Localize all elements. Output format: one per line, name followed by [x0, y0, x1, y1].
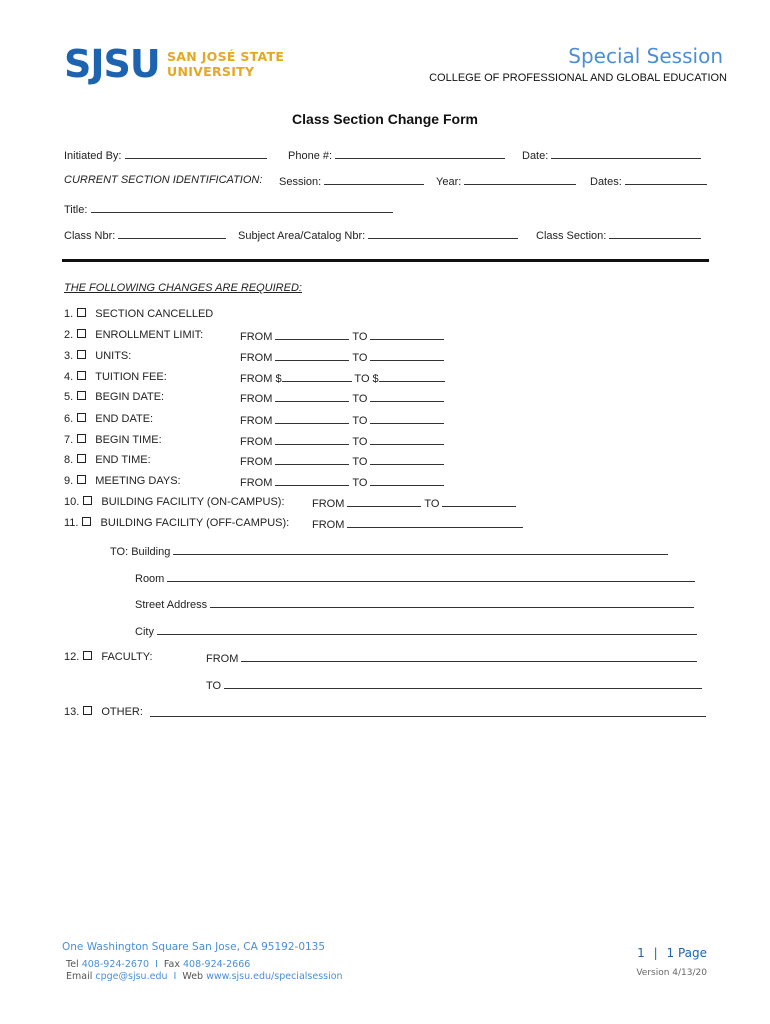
- to-label: TO: [206, 680, 222, 692]
- checkbox[interactable]: [83, 651, 92, 660]
- building-off-campus-from[interactable]: [312, 517, 523, 531]
- tuition-fee-from-to[interactable]: [240, 371, 445, 385]
- title-line[interactable]: [91, 202, 393, 213]
- page-current: 1: [637, 946, 645, 960]
- item-label: END DATE:: [95, 413, 154, 425]
- from-label: FROM $: [240, 373, 282, 385]
- current-section-label: CURRENT SECTION IDENTIFICATION:: [64, 174, 263, 186]
- from-label: FROM: [240, 352, 273, 364]
- to-line[interactable]: [370, 391, 444, 402]
- college-name: COLLEGE OF PROFESSIONAL AND GLOBAL EDUCATION: [429, 72, 727, 84]
- city-field[interactable]: [135, 624, 697, 638]
- from-line[interactable]: [241, 651, 697, 662]
- initiated-by-label: Initiated By:: [64, 150, 122, 162]
- year-line[interactable]: [464, 174, 576, 185]
- date-label: Date:: [522, 150, 549, 162]
- title-label: Title:: [64, 204, 88, 216]
- other-field[interactable]: [150, 706, 706, 720]
- item-label: MEETING DAYS:: [95, 475, 181, 487]
- email-label: Email: [66, 971, 93, 982]
- dates-label: Dates:: [590, 176, 622, 188]
- to-line[interactable]: [370, 350, 444, 361]
- item-label: SECTION CANCELLED: [95, 308, 214, 320]
- dates-field[interactable]: [590, 174, 707, 188]
- from-line[interactable]: [347, 496, 421, 507]
- to-label: TO: [352, 436, 368, 448]
- web-link[interactable]: www.sjsu.edu/specialsession: [206, 971, 343, 982]
- item-tuition-fee: [64, 371, 167, 383]
- item-label: BEGIN DATE:: [95, 391, 165, 403]
- from-line[interactable]: [275, 350, 349, 361]
- class-nbr-line[interactable]: [118, 228, 226, 239]
- item-number: 11.: [64, 517, 79, 529]
- item-begin-date: [64, 391, 164, 403]
- footer-email-web: [66, 971, 343, 982]
- to-label: TO: [352, 456, 368, 468]
- dates-line[interactable]: [625, 174, 707, 185]
- web-label: Web: [182, 971, 204, 982]
- from-line[interactable]: [282, 371, 352, 382]
- item-number: 2.: [64, 329, 74, 341]
- item-number: 5.: [64, 391, 74, 403]
- item-number: 9.: [64, 475, 74, 487]
- to-building-field[interactable]: [110, 544, 668, 558]
- to-label: TO: [352, 331, 368, 343]
- phone-line[interactable]: [335, 148, 505, 159]
- separator: I: [173, 971, 177, 982]
- units-from-to[interactable]: [240, 350, 444, 364]
- meeting-days-from-to[interactable]: [240, 475, 444, 489]
- item-building-off-campus: [64, 517, 289, 529]
- from-label: FROM: [312, 498, 345, 510]
- checkbox[interactable]: [77, 475, 86, 484]
- sjsu-logo-mark: SJSU: [64, 42, 160, 86]
- from-line[interactable]: [275, 391, 349, 402]
- city-line[interactable]: [157, 624, 697, 635]
- item-number: 4.: [64, 371, 74, 383]
- to-label: TO: [352, 415, 368, 427]
- other-line[interactable]: [150, 706, 706, 717]
- item-label: ENROLLMENT LIMIT:: [95, 329, 204, 341]
- from-label: FROM: [240, 477, 273, 489]
- version-label: Version 4/13/20: [636, 968, 707, 978]
- date-field[interactable]: [522, 148, 701, 162]
- current-section-row: [64, 174, 262, 186]
- to-line[interactable]: [442, 496, 516, 507]
- logo-line-1: SAN JOSÉ STATE: [167, 49, 285, 64]
- checkbox[interactable]: [77, 350, 86, 359]
- item-other: [64, 706, 143, 718]
- from-line[interactable]: [275, 475, 349, 486]
- subject-area-field[interactable]: [238, 228, 518, 242]
- street-address-line[interactable]: [210, 597, 694, 608]
- from-label: FROM: [240, 436, 273, 448]
- enrollment-limit-from-to[interactable]: [240, 329, 444, 343]
- class-section-label: Class Section:: [536, 230, 607, 242]
- begin-date-from-to[interactable]: [240, 391, 444, 405]
- checkbox[interactable]: [83, 496, 92, 505]
- from-label: FROM: [312, 519, 345, 531]
- item-number: 7.: [64, 434, 74, 446]
- item-units: [64, 350, 131, 362]
- item-label: UNITS:: [95, 350, 132, 362]
- initiated-by-field[interactable]: [64, 148, 267, 162]
- fax-label: Fax: [163, 959, 180, 970]
- item-end-date: [64, 413, 153, 425]
- checkbox[interactable]: [82, 517, 91, 526]
- faculty-to[interactable]: [206, 678, 702, 692]
- from-line[interactable]: [275, 454, 349, 465]
- item-number: 13.: [64, 706, 80, 718]
- item-building-on-campus: [64, 496, 285, 508]
- session-field[interactable]: [279, 174, 424, 188]
- item-label: TUITION FEE:: [95, 371, 167, 383]
- to-building-line[interactable]: [173, 544, 668, 555]
- checkbox[interactable]: [77, 434, 86, 443]
- to-label: TO: [352, 477, 368, 489]
- subject-area-line[interactable]: [368, 228, 518, 239]
- footer-tel-fax: [66, 959, 250, 970]
- to-line[interactable]: [370, 475, 444, 486]
- page-total: 1 Page: [666, 946, 707, 960]
- item-begin-time: [64, 434, 162, 446]
- to-label: TO $: [354, 373, 379, 385]
- class-nbr-label: Class Nbr:: [64, 230, 116, 242]
- to-line[interactable]: [370, 329, 444, 340]
- item-label: END TIME:: [95, 454, 151, 466]
- to-line[interactable]: [224, 678, 702, 689]
- item-label: BUILDING FACILITY (ON-CAMPUS):: [101, 496, 285, 508]
- from-line[interactable]: [275, 434, 349, 445]
- street-address-field[interactable]: [135, 597, 694, 611]
- item-number: 1.: [64, 308, 74, 320]
- page-indicator: [637, 946, 707, 960]
- to-line[interactable]: [370, 413, 444, 424]
- item-number: 8.: [64, 454, 74, 466]
- item-label: OTHER:: [101, 706, 143, 718]
- item-faculty: [64, 651, 153, 663]
- checkbox[interactable]: [77, 454, 86, 463]
- to-label: TO: [424, 498, 440, 510]
- from-label: FROM: [240, 393, 273, 405]
- from-label: FROM: [240, 415, 273, 427]
- page-separator: |: [653, 946, 658, 960]
- checkbox[interactable]: [77, 329, 86, 338]
- item-label: FACULTY:: [101, 651, 153, 663]
- end-date-from-to[interactable]: [240, 413, 444, 427]
- item-number: 6.: [64, 413, 74, 425]
- title-field[interactable]: [64, 202, 393, 216]
- room-line[interactable]: [167, 571, 695, 582]
- checkbox[interactable]: [77, 371, 86, 380]
- section-divider: [62, 259, 709, 262]
- building-on-campus-from-to[interactable]: [312, 496, 516, 510]
- to-line[interactable]: [370, 434, 444, 445]
- item-meeting-days: [64, 475, 181, 487]
- checkbox[interactable]: [77, 308, 86, 317]
- checkbox[interactable]: [83, 706, 92, 715]
- faculty-from[interactable]: [206, 651, 697, 665]
- footer-address: One Washington Square San Jose, CA 95192-0135: [62, 941, 326, 953]
- street-address-label: Street Address: [135, 599, 208, 611]
- email-link[interactable]: cpge@sjsu.edu: [95, 971, 168, 982]
- item-end-time: [64, 454, 151, 466]
- year-label: Year:: [436, 176, 462, 188]
- sjsu-logo-text: [167, 49, 284, 79]
- initiated-by-line[interactable]: [125, 148, 267, 159]
- class-section-field[interactable]: [536, 228, 701, 242]
- room-field[interactable]: [135, 571, 695, 585]
- form-title: Class Section Change Form: [292, 111, 478, 127]
- class-nbr-field[interactable]: [64, 228, 226, 242]
- to-line[interactable]: [370, 454, 444, 465]
- from-label: FROM: [206, 653, 239, 665]
- class-section-line[interactable]: [609, 228, 701, 239]
- tel-number[interactable]: 408-924-2670: [81, 959, 150, 970]
- from-line[interactable]: [275, 413, 349, 424]
- to-label: TO: [352, 352, 368, 364]
- year-field[interactable]: [436, 174, 576, 188]
- checkbox[interactable]: [77, 391, 86, 400]
- subject-area-label: Subject Area/Catalog Nbr:: [238, 230, 366, 242]
- item-label: BUILDING FACILITY (OFF-CAMPUS):: [100, 517, 290, 529]
- special-session-title: Special Session: [568, 44, 723, 68]
- item-label: BEGIN TIME:: [95, 434, 162, 446]
- session-line[interactable]: [324, 174, 424, 185]
- item-number: 12.: [64, 651, 80, 663]
- from-label: FROM: [240, 331, 273, 343]
- date-line[interactable]: [551, 148, 701, 159]
- city-label: City: [135, 626, 154, 638]
- to-line[interactable]: [379, 371, 445, 382]
- item-number: 10.: [64, 496, 80, 508]
- tel-label: Tel: [66, 959, 79, 970]
- from-label: FROM: [240, 456, 273, 468]
- changes-heading: THE FOLLOWING CHANGES ARE REQUIRED:: [64, 282, 302, 294]
- separator: I: [155, 959, 158, 970]
- to-building-label: TO: Building: [110, 546, 171, 558]
- from-line[interactable]: [347, 517, 523, 528]
- item-number: 3.: [64, 350, 74, 362]
- item-section-cancelled: [64, 308, 213, 320]
- begin-time-from-to[interactable]: [240, 434, 444, 448]
- checkbox[interactable]: [77, 413, 86, 422]
- item-enrollment-limit: [64, 329, 203, 341]
- fax-number[interactable]: 408-924-2666: [182, 959, 251, 970]
- end-time-from-to[interactable]: [240, 454, 444, 468]
- session-label: Session:: [279, 176, 322, 188]
- from-line[interactable]: [275, 329, 349, 340]
- phone-field[interactable]: [288, 148, 505, 162]
- room-label: Room: [135, 573, 165, 585]
- phone-label: Phone #:: [288, 150, 333, 162]
- to-label: TO: [352, 393, 368, 405]
- logo-line-2: UNIVERSITY: [167, 64, 255, 79]
